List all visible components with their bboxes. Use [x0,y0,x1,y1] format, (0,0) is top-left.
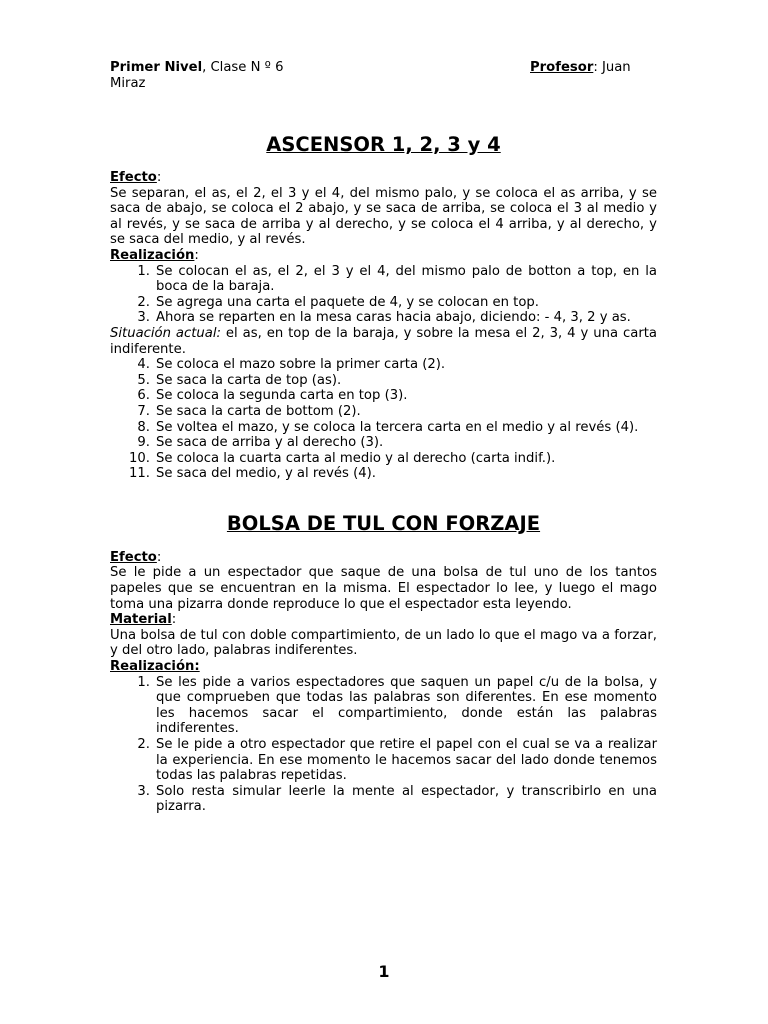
list-item [110,675,657,737]
steps-list-b [110,357,657,482]
list-item [110,373,657,389]
step-text: Se coloca la cuarta carta al medio y al derecho (carta indif.). [156,450,556,466]
step-number: 1. [137,674,150,690]
step-text: Se coloca la segunda carta en top (3). [156,388,408,404]
list-item [110,435,657,451]
efecto-text: Se separan, el as, el 2, el 3 y el 4, del mismo palo, y se coloca el as arriba, y se saca de abajo, se coloca el 2 abajo, y se saca de arriba, se coloca el 3 al medio y al revés, y se saca de arriba y al derecho, y se coloca el 4 arriba, y al derecho, y se saca del medio, y al revés. [110,185,657,248]
professor-label: Profesor [530,60,594,75]
material-label: Material [110,612,172,628]
section-ascensor [110,170,657,482]
list-item [110,466,657,482]
step-text: Se le pide a otro espectador que retire el papel con el cual se va a realizar la experiencia. En ese momento le hacemos sacar del lado donde tenemos todas las palabras repetidas. [156,737,657,784]
situacion-text: el as, en top de la baraja, y sobre la mesa el 2, 3, 4 y una carta indiferente. [110,325,657,357]
section-bolsa [110,550,657,815]
step-number: 5. [137,372,150,388]
list-item [110,357,657,373]
class-number: , Clase N º 6 [202,60,284,75]
step-number: 7. [137,403,150,419]
professor-name-first: : Juan [593,60,631,75]
list-item [110,295,657,311]
step-number: 9. [137,435,150,451]
list-item [110,310,657,326]
list-item [110,451,657,467]
step-number: 3. [137,783,150,799]
label-colon: : [156,170,162,185]
list-item [110,404,657,420]
professor-name-last: Miraz [110,76,146,91]
step-text: Se saca la carta de top (as). [156,372,342,388]
list-item [110,420,657,436]
situacion-label: Situación actual: [110,325,221,341]
realizacion-label: Realización: [110,659,200,675]
step-text: Se saca del medio, y al revés (4). [156,466,376,482]
steps-list-a [110,264,657,326]
step-number: 4. [137,357,150,373]
page-number: 1 [378,962,390,981]
step-text: Se saca la carta de bottom (2). [156,403,361,419]
material-text: Una bolsa de tul con doble compartimiento, de un lado lo que el mago va a forzar, y del otro lado, palabras indiferentes. [110,627,657,659]
step-number: 2. [137,737,150,752]
step-text: Se colocan el as, el 2, el 3 y el 4, del mismo palo de botton a top, en la boca de la baraja. [156,263,657,295]
step-text: Solo resta simular leerle la mente al espectador, y transcribirlo en una pizarra. [156,783,657,815]
efecto-label: Efecto [110,170,157,185]
step-text: Se les pide a varios espectadores que saquen un papel c/u de la bolsa, y que comprueben que todas las palabras son diferentes. En ese momento les hacemos sacar el compartimiento, donde están las palabras indiferentes. [156,674,657,737]
step-text: Se coloca el mazo sobre la primer carta (2). [156,357,446,373]
label-colon: : [171,612,177,628]
step-text: Ahora se reparten en la mesa caras hacia abajo, diciendo: - 4, 3, 2 y as. [156,310,631,326]
step-text: Se agrega una carta el paquete de 4, y se colocan en top. [156,294,539,310]
efecto-text: Se le pide a un espectador que saque de una bolsa de tul uno de los tantos papeles que se encuentran en la misma. El espectador lo lee, y luego el mago toma una pizarra donde reproduce lo que el espectador esta leyendo. [110,565,657,612]
document-header [110,60,657,92]
step-number: 3. [137,310,150,326]
realizacion-label: Realización [110,247,195,263]
step-number: 11. [129,466,150,482]
situacion-paragraph [110,326,657,357]
class-info [110,60,530,76]
efecto-label: Efecto [110,549,157,565]
document-page [110,60,657,815]
step-number: 6. [137,388,150,404]
section-title-bolsa: BOLSA DE TUL CON FORZAJE [226,511,541,535]
list-item [110,784,657,815]
step-text: Se saca de arriba y al derecho (3). [156,435,384,451]
step-number: 10. [129,450,150,466]
list-item [110,737,657,784]
list-item [110,388,657,404]
professor-info [530,60,631,76]
label-colon: : [156,549,162,565]
step-text: Se voltea el mazo, y se coloca la tercera carta en el medio y al revés (4). [156,419,639,435]
label-colon: : [194,247,199,263]
step-number: 1. [137,263,150,279]
step-number: 8. [137,419,150,435]
step-number: 2. [137,294,150,310]
level-label: Primer Nivel [110,60,203,75]
list-item [110,264,657,295]
section-title-ascensor: ASCENSOR 1, 2, 3 y 4 [266,133,501,156]
steps-list-c [110,675,657,815]
